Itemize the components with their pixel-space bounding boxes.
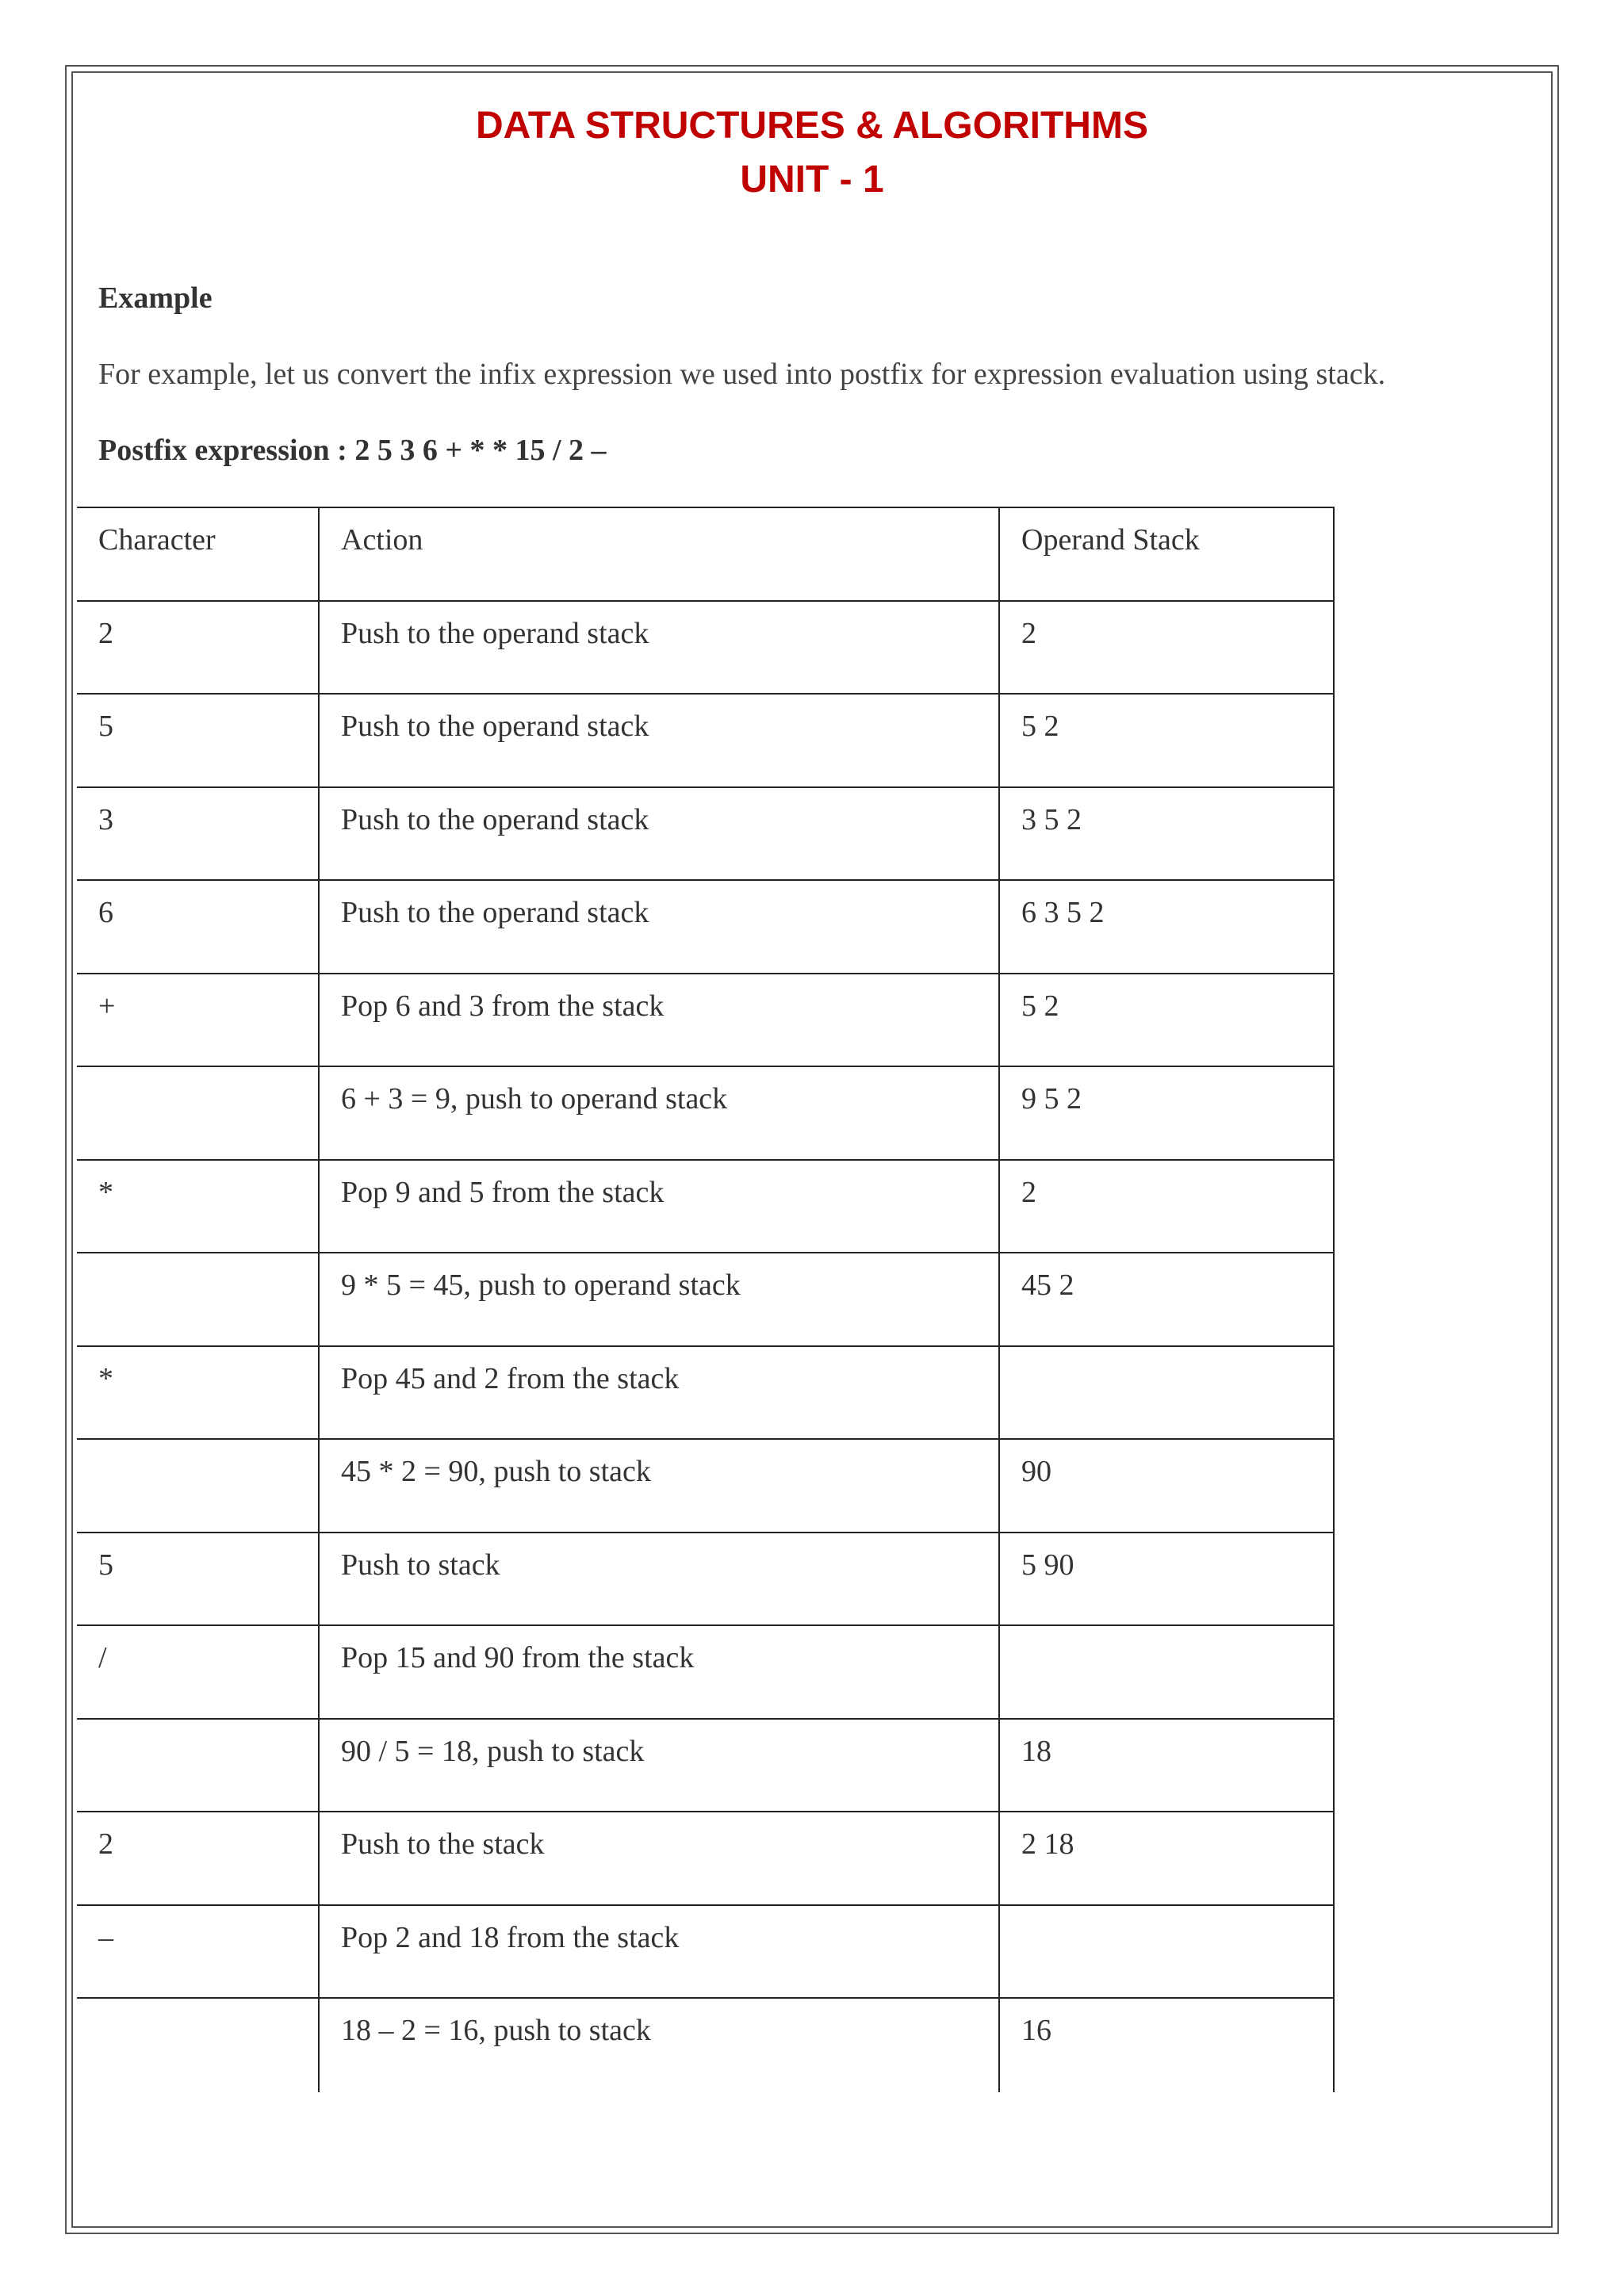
- table-row: [77, 695, 1335, 788]
- header-character: Character: [98, 523, 216, 557]
- cell-character: [77, 1067, 318, 1159]
- cell-stack: [998, 1347, 1335, 1439]
- cell-action: 6 + 3 = 9, push to operand stack: [318, 1067, 998, 1159]
- cell-character: *: [98, 1175, 113, 1209]
- cell-stack: 2 18: [998, 1812, 1335, 1904]
- cell-stack: 16: [998, 1999, 1335, 2092]
- table-row: [77, 1067, 1335, 1161]
- header-operand-stack: Operand Stack: [998, 508, 1335, 600]
- table-row: [77, 974, 1335, 1068]
- table-row: [77, 1812, 1335, 1906]
- cell-action: Push to stack: [318, 1533, 998, 1625]
- table-row: [77, 1906, 1335, 1999]
- cell-action: Pop 6 and 3 from the stack: [318, 974, 998, 1066]
- cell-action: 9 * 5 = 45, push to operand stack: [318, 1253, 998, 1345]
- cell-character: *: [98, 1361, 113, 1395]
- table-row: [77, 1626, 1335, 1720]
- document-title: DATA STRUCTURES & ALGORITHMS: [476, 105, 1148, 147]
- cell-character: /: [98, 1641, 107, 1674]
- cell-stack: 5 90: [998, 1533, 1335, 1625]
- table-row: [77, 1440, 1335, 1533]
- cell-action: Push to the operand stack: [318, 788, 998, 880]
- cell-stack: 6 3 5 2: [998, 881, 1335, 973]
- header-action: Action: [318, 508, 998, 600]
- cell-character: 5: [98, 1548, 113, 1582]
- intro-paragraph: For example, let us convert the infix expression we used into postfix for expression evaluation using stack.: [98, 358, 1386, 391]
- cell-action: 90 / 5 = 18, push to stack: [318, 1720, 998, 1812]
- cell-action: 18 – 2 = 16, push to stack: [318, 1999, 998, 2092]
- cell-stack: 90: [998, 1440, 1335, 1532]
- document-subtitle: UNIT - 1: [740, 159, 884, 201]
- cell-character: 5: [98, 710, 113, 743]
- section-heading: Example: [98, 281, 213, 315]
- cell-stack: [998, 1626, 1335, 1718]
- postfix-expression: Postfix expression : 2 5 3 6 + * * 15 / 2 –: [98, 434, 607, 467]
- cell-character: +: [98, 989, 116, 1023]
- cell-action: Push to the stack: [318, 1812, 998, 1904]
- cell-stack: 5 2: [998, 695, 1335, 786]
- cell-character: 6: [98, 896, 113, 929]
- table-row: [77, 1347, 1335, 1441]
- cell-stack: 2: [998, 1161, 1335, 1253]
- cell-character: [77, 1440, 318, 1532]
- cell-stack: 5 2: [998, 974, 1335, 1066]
- cell-character: –: [98, 1920, 113, 1954]
- cell-character: 3: [98, 802, 113, 836]
- table-row: [77, 1999, 1335, 2092]
- cell-stack: [998, 1906, 1335, 1998]
- cell-character: [77, 1253, 318, 1345]
- table-row: [77, 788, 1335, 882]
- cell-stack: 3 5 2: [998, 788, 1335, 880]
- cell-character: 2: [98, 1827, 113, 1861]
- table-row: [77, 602, 1335, 695]
- cell-stack: 9 5 2: [998, 1067, 1335, 1159]
- cell-character: 2: [98, 616, 113, 650]
- cell-stack: 2: [998, 602, 1335, 694]
- cell-action: Pop 45 and 2 from the stack: [318, 1347, 998, 1439]
- table-row: [77, 1533, 1335, 1627]
- cell-action: Push to the operand stack: [318, 602, 998, 694]
- table-row: [77, 1720, 1335, 1813]
- cell-action: Pop 15 and 90 from the stack: [318, 1626, 998, 1718]
- cell-stack: 45 2: [998, 1253, 1335, 1345]
- cell-action: Pop 9 and 5 from the stack: [318, 1161, 998, 1253]
- table-row: [77, 1253, 1335, 1347]
- table-header-row: [77, 508, 1335, 602]
- cell-character: [77, 1999, 318, 2092]
- cell-character: [77, 1720, 318, 1812]
- cell-action: Pop 2 and 18 from the stack: [318, 1906, 998, 1998]
- cell-stack: 18: [998, 1720, 1335, 1812]
- table-row: [77, 881, 1335, 974]
- table-row: [77, 1161, 1335, 1254]
- evaluation-table: [77, 507, 1335, 2092]
- cell-action: Push to the operand stack: [318, 881, 998, 973]
- cell-action: Push to the operand stack: [318, 695, 998, 786]
- cell-action: 45 * 2 = 90, push to stack: [318, 1440, 998, 1532]
